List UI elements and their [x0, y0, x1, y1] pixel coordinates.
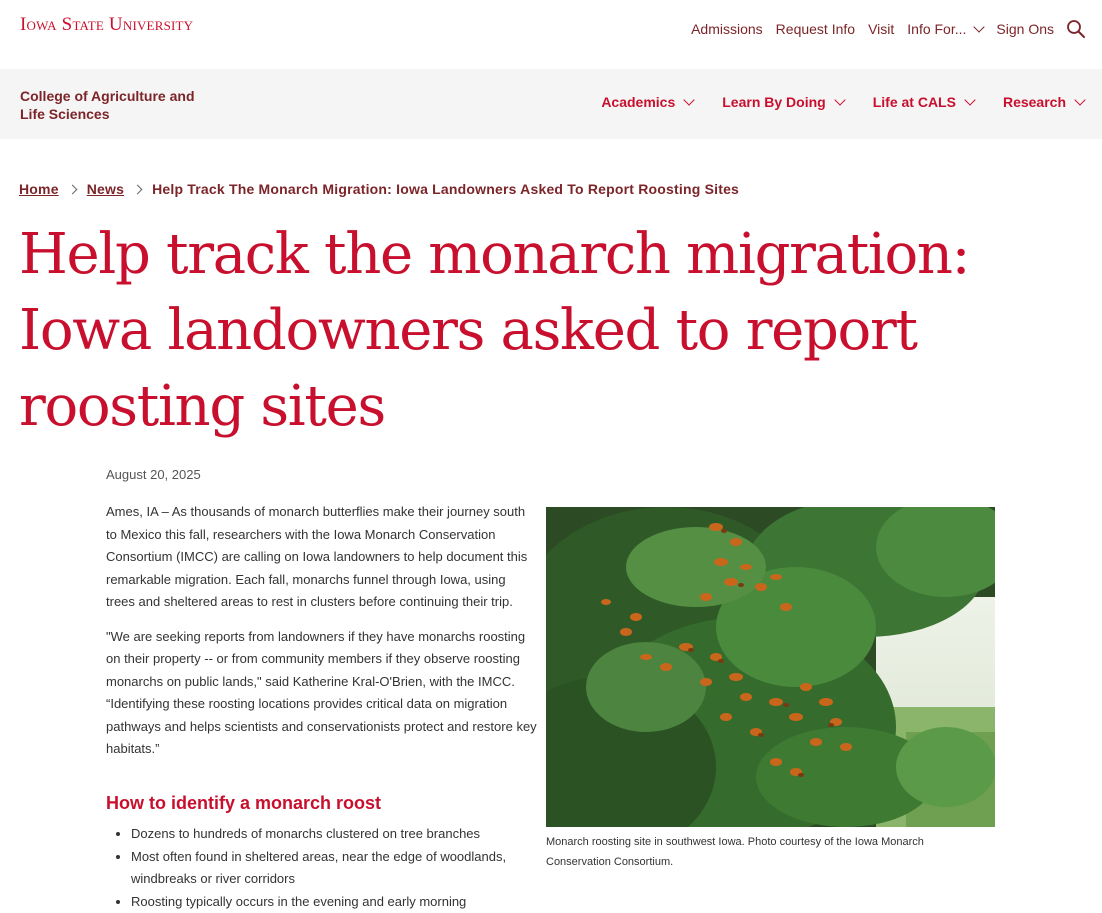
bullet-list — [106, 823, 571, 913]
monarch-roost-photo — [546, 507, 995, 827]
figure-caption: Monarch roosting site in southwest Iowa. Photo courtesy of the Iowa Monarch Conservation Consortium. — [546, 832, 976, 872]
main-nav — [572, 94, 1084, 110]
college-name-link[interactable]: College of Agriculture and Life Sciences — [20, 87, 220, 123]
search-icon[interactable] — [1066, 19, 1086, 39]
article-date: August 20, 2025 — [106, 467, 201, 482]
breadcrumb — [19, 181, 739, 197]
info-for-label: Info For... — [907, 21, 966, 37]
university-wordmark[interactable]: Iowa State University — [20, 14, 193, 36]
chevron-down-icon — [1074, 94, 1085, 105]
nav-item-academics[interactable] — [601, 94, 693, 110]
breadcrumb-news[interactable]: News — [87, 181, 124, 197]
utility-link-sign-ons[interactable]: Sign Ons — [996, 21, 1054, 37]
list-item: • Dozens to hundreds of monarchs clustered on tree branches — [131, 823, 571, 846]
nav-item-life-at-cals[interactable] — [873, 94, 974, 110]
list-item: • Most often found in sheltered areas, near the edge of woodlands, windbreaks or river corridors — [131, 846, 571, 891]
nav-label: Learn By Doing — [722, 94, 825, 110]
utility-link-admissions[interactable]: Admissions — [691, 21, 763, 37]
article-body — [106, 501, 538, 773]
article-paragraph: Ames, IA – As thousands of monarch butterflies make their journey south to Mexico this fall, researchers with the Iowa Monarch Conservation Consortium (IMCC) are calling on Iowa landowners to help document this remarkable migration. Each fall, monarchs funnel through Iowa, using trees and sheltered areas to rest in clusters before continuing their trip. — [106, 501, 538, 614]
chevron-right-icon — [67, 184, 77, 194]
page-title: Help track the monarch migration: Iowa landowners asked to report roosting sites — [19, 217, 1019, 445]
nav-label: Academics — [601, 94, 675, 110]
list-item: • Roosting typically occurs in the evening and early morning — [131, 891, 571, 913]
utility-link-visit[interactable]: Visit — [868, 21, 894, 37]
chevron-right-icon — [133, 184, 143, 194]
nav-label: Life at CALS — [873, 94, 956, 110]
nav-label: Research — [1003, 94, 1066, 110]
utility-nav — [678, 19, 1086, 39]
breadcrumb-current: Help Track The Monarch Migration: Iowa Landowners Asked To Report Roosting Sites — [152, 181, 739, 197]
chevron-down-icon — [834, 94, 845, 105]
chevron-down-icon — [684, 94, 695, 105]
top-bar — [0, 0, 1102, 69]
utility-link-request-info[interactable]: Request Info — [776, 21, 855, 37]
college-bar — [0, 69, 1102, 139]
article-paragraph: "We are seeking reports from landowners if they have monarchs roosting on their property -- or from community members if they observe roosting monarchs on public lands," said Katherine Kral-O'Brien, with the IMCC. “Identifying these roosting locations provides critical data on migration pathways and helps scientists and conservationists protect and restore key habitats.” — [106, 626, 538, 761]
nav-item-research[interactable] — [1003, 94, 1084, 110]
utility-link-info-for[interactable] — [907, 21, 983, 37]
breadcrumb-home[interactable]: Home — [19, 181, 59, 197]
section-heading: How to identify a monarch roost — [106, 793, 381, 814]
chevron-down-icon — [964, 94, 975, 105]
chevron-down-icon — [974, 21, 985, 32]
article-figure — [546, 507, 995, 872]
nav-item-learn-by-doing[interactable] — [722, 94, 843, 110]
